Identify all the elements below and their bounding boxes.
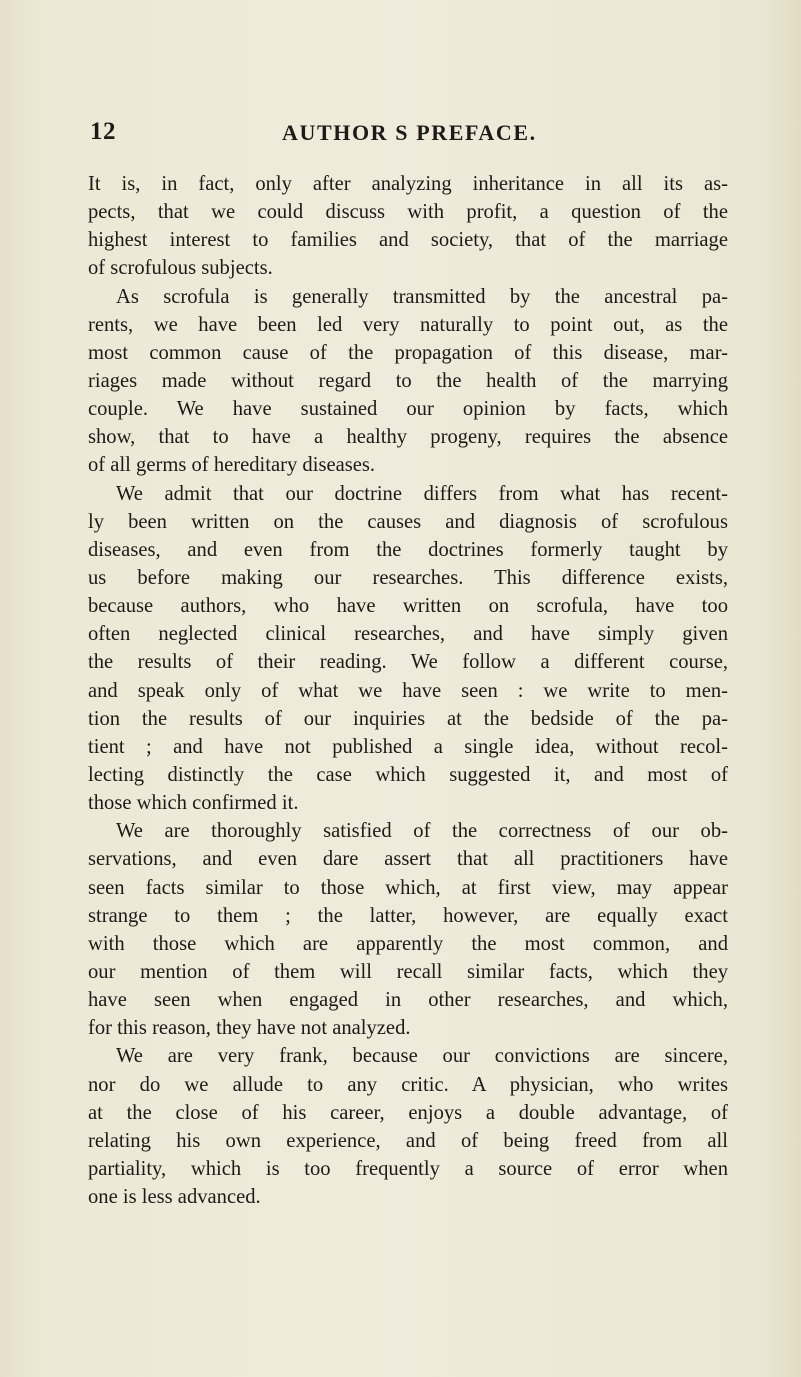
text-line: It is, in fact, only after analyzing inheritance in all its as- <box>88 173 728 195</box>
text-line: relating his own experience, and of being freed from all <box>88 1129 728 1152</box>
text-line: strange to them ; the latter, however, are equally exact <box>88 904 728 927</box>
text-line: have seen when engaged in other researches, and which, <box>88 989 728 1012</box>
text-line: tient ; and have not published a single idea, without recol- <box>88 735 728 758</box>
text-line: lecting distinctly the case which suggested it, and most of <box>88 763 728 786</box>
text-line: pects, that we could discuss with profit, a question of the <box>88 201 728 224</box>
text-line: diseases, and even from the doctrines formerly taught by <box>88 538 728 561</box>
text-line: often neglected clinical researches, and have simply given <box>88 623 728 646</box>
text-line: We are thoroughly satisfied of the correctness of our ob- <box>116 820 728 843</box>
text-line: one is less advanced. <box>88 1186 261 1209</box>
text-line: with those which are apparently the most common, and <box>88 932 728 955</box>
text-line: We admit that our doctrine differs from what has recent- <box>116 482 728 505</box>
text-line: As scrofula is generally transmitted by the ancestral pa- <box>116 285 728 308</box>
text-line: our mention of them will recall similar facts, which they <box>88 960 728 983</box>
text-line: tion the results of our inquiries at the bedside of the pa- <box>88 707 728 730</box>
text-line: couple. We have sustained our opinion by facts, which <box>88 398 728 421</box>
page-number: 12 <box>90 118 116 145</box>
text-line: ly been written on the causes and diagnosis of scrofulous <box>88 510 728 533</box>
text-line: of all germs of hereditary diseases. <box>88 454 376 477</box>
text-line: because authors, who have written on scrofula, have too <box>88 595 728 618</box>
text-line: us before making our researches. This difference exists, <box>88 566 728 589</box>
text-line: seen facts similar to those which, at first view, may appear <box>88 876 728 899</box>
text-line: most common cause of the propagation of this disease, mar- <box>88 341 728 364</box>
text-line: at the close of his career, enjoys a double advantage, of <box>88 1101 728 1124</box>
text-line: rents, we have been led very naturally to point out, as the <box>88 313 728 336</box>
text-line: riages made without regard to the health of the marrying <box>88 369 728 392</box>
text-line: the results of their reading. We follow a different course, <box>88 651 728 674</box>
running-head: AUTHOR S PREFACE. <box>282 120 537 145</box>
page-header <box>90 118 720 148</box>
text-line: partiality, which is too frequently a source of error when <box>88 1157 728 1180</box>
text-line: show, that to have a healthy progeny, requires the absence <box>88 426 728 449</box>
text-line: highest interest to families and society, that of the marriage <box>88 229 728 252</box>
text-line: of scrofulous subjects. <box>88 257 273 280</box>
body-text <box>88 170 728 1211</box>
text-line: nor do we allude to any critic. A physician, who writes <box>88 1073 728 1096</box>
text-line: those which confirmed it. <box>88 792 299 815</box>
text-line: We are very frank, because our convictions are sincere, <box>116 1045 728 1068</box>
text-line: for this reason, they have not analyzed. <box>88 1017 411 1040</box>
text-line: and speak only of what we have seen : we write to men- <box>88 679 728 702</box>
text-line: servations, and even dare assert that all practitioners have <box>88 848 728 871</box>
